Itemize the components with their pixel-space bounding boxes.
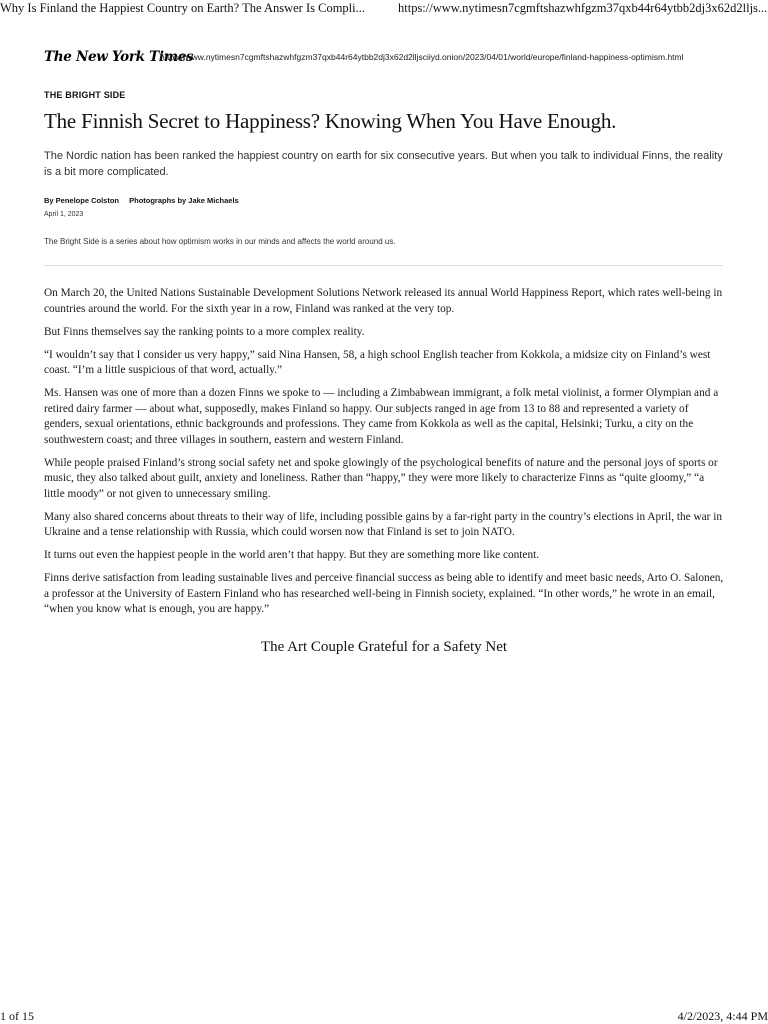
author-byline[interactable]: By Penelope Colston: [44, 196, 120, 205]
publish-date: April 1, 2023: [44, 211, 84, 218]
print-header: [0, 0, 768, 18]
body-paragraph: On March 20, the United Nations Sustainable Development Solutions Network released its annual World Happiness Report, which rates well-being in countries around the world. For the sixth year in a row, Finland was ranked at the very top.: [44, 287, 723, 315]
article-body: [44, 286, 724, 625]
print-datetime: 4/2/2023, 4:44 PM: [677, 1009, 768, 1023]
page-number: 1 of 15: [0, 1009, 34, 1023]
photo-credit[interactable]: Photographs by Jake Michaels: [129, 196, 239, 205]
series-note: The Bright Side is a series about how optimism works in our minds and affects the world around us.: [44, 237, 396, 246]
body-paragraph: Finns derive satisfaction from leading sustainable lives and perceive financial success as being able to identify and meet basic needs, Arto O. Salonen, a professor at the University of Eastern Finland who has researched well-being in Finnish society, explained. “In other words,” he wrote in an email, “when you know what is enough, you are happy.”: [44, 572, 724, 615]
body-paragraph: While people praised Finland’s strong social safety net and spoke glowingly of the psychological benefits of nature and the personal joys of sports or music, they also talked about guilt, anxiety and loneliness. Rather than “happy,” they were more likely to characterize Finns as “quite gloomy,” “a little moody” or not given to unnecessary smiling.: [44, 456, 718, 500]
section-subhead: The Art Couple Grateful for a Safety Net: [260, 639, 508, 655]
nyt-logo[interactable]: The New York Times: [44, 49, 194, 65]
article-summary: The Nordic nation has been ranked the happiest country on earth for six consecutive years. But when you talk to individual Finns, the reality is a bit more complicated.: [44, 150, 723, 178]
body-paragraph: Many also shared concerns about threats to their way of life, including possible gains by a far-right party in the country’s elections in April, the war in Ukraine and a tense relationship with Russia, which could worsen now that Finland is set to join NATO.: [44, 510, 723, 538]
byline: [44, 196, 247, 205]
article-headline: The Finnish Secret to Happiness? Knowing When You Have Enough.: [44, 109, 617, 133]
print-footer: [0, 1009, 768, 1024]
print-header-url: https://www.nytimesn7cgmftshazwhfgzm37qxb44r64ytbb2dj3x62d2lljs...: [398, 1, 768, 15]
body-paragraph: But Finns themselves say the ranking points to a more complex reality.: [44, 325, 365, 338]
body-paragraph: It turns out even the happiest people in the world aren’t that happy. But they are something more like content.: [44, 549, 540, 561]
print-header-title: Why Is Finland the Happiest Country on Earth? The Answer Is Compli...: [0, 1, 365, 15]
body-paragraph: Ms. Hansen was one of more than a dozen Finns we spoke to — including a Zimbabwean immigrant, a folk metal violinist, a former Olympian and a retired dairy farmer — about what, supposedly, makes Finland so happy. Our subjects ranged in age from 13 to 88 and represented a variety of genders, sexual orientations, ethnic backgrounds and professions. They came from Kokkola as well as the capital, Helsinki; Turku, a city on the southwestern coast; and three villages in southern, eastern and western Finland.: [44, 387, 719, 446]
divider: [44, 265, 723, 266]
body-paragraph: “I wouldn’t say that I consider us very happy,” said Nina Hansen, 58, a high school English teacher from Kokkola, a midsize city on Finland’s west coast. “I’m a little suspicious of that word, actually.”: [44, 348, 711, 376]
section-kicker[interactable]: THE BRIGHT SIDE: [44, 90, 126, 100]
article-url[interactable]: https://www.nytimesn7cgmftshazwhfgzm37qxb44r64ytbb2dj3x62d2lljsciiyd.onion/2023/04/01/world/europe/finland-happiness-optimism.html: [160, 52, 684, 62]
